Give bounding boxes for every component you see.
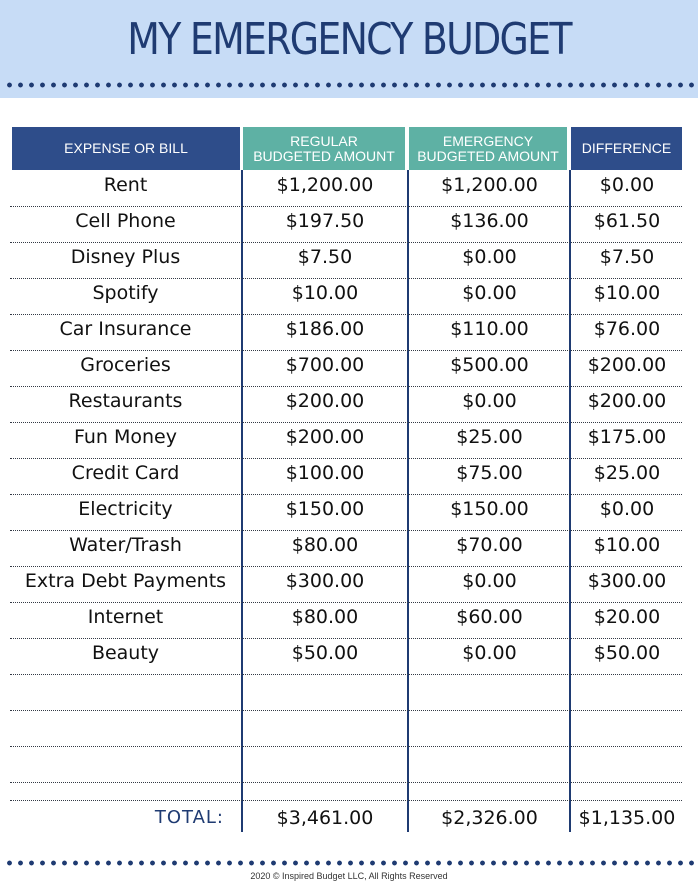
column-header-difference [571, 127, 682, 170]
top-dotted-border [4, 82, 694, 88]
difference-cell [572, 674, 682, 710]
difference-cell: $10.00 [593, 534, 661, 556]
emergency-amount-cell: $500.00 [450, 354, 529, 376]
emergency-amount-cell [410, 674, 569, 710]
regular-amount-cell: $80.00 [291, 606, 359, 628]
expense-cell: Disney Plus [70, 246, 181, 268]
regular-amount-cell: $7.50 [297, 246, 353, 268]
emergency-amount-cell: $25.00 [456, 426, 523, 448]
table-row [10, 242, 682, 279]
expense-cell [10, 764, 241, 800]
regular-amount-cell [243, 764, 407, 800]
regular-amount-cell: $10.00 [291, 282, 359, 304]
regular-amount-cell: $186.00 [285, 318, 365, 340]
table-row [10, 206, 682, 243]
difference-cell: $7.50 [599, 246, 655, 268]
column-header-emergency-line2: BUDGETED AMOUNT [417, 147, 559, 164]
regular-amount-cell: $200.00 [285, 390, 365, 412]
expense-cell [10, 710, 241, 746]
emergency-amount-cell: $70.00 [456, 534, 523, 556]
emergency-amount-cell: $110.00 [450, 318, 529, 340]
emergency-amount-cell: $0.00 [462, 570, 517, 592]
expense-cell: Spotify [92, 282, 159, 304]
column-header-emergency-line1: EMERGENCY [442, 132, 534, 149]
regular-amount-cell: $100.00 [285, 462, 365, 484]
regular-amount-cell: $1,200.00 [276, 174, 374, 196]
expense-cell: Extra Debt Payments [24, 570, 227, 592]
column-header-regular [243, 127, 405, 170]
page-title: MY EMERGENCY BUDGET [127, 14, 571, 65]
column-header-expense [12, 127, 240, 170]
expense-cell: Credit Card [71, 462, 180, 484]
regular-amount-cell [243, 674, 407, 710]
copyright-footer: 2020 © Inspired Budget LLC, All Rights Reserved [250, 871, 448, 881]
column-header-regular-line2: BUDGETED AMOUNT [253, 147, 395, 164]
expense-cell: Fun Money [73, 426, 177, 448]
table-row [10, 764, 682, 801]
difference-cell: $175.00 [587, 426, 667, 448]
table-row [10, 602, 682, 639]
column-header-emergency [409, 127, 567, 170]
expense-cell: Internet [87, 606, 164, 628]
expense-cell: Electricity [78, 498, 173, 520]
emergency-amount-cell: $0.00 [462, 642, 517, 664]
expense-cell: Restaurants [68, 390, 183, 412]
regular-amount-cell [243, 710, 407, 746]
column-header-regular-line1: REGULAR [290, 132, 358, 149]
expense-cell: Car Insurance [59, 318, 192, 340]
table-row [10, 278, 682, 315]
table-row [10, 422, 682, 459]
expense-cell: Cell Phone [75, 210, 176, 232]
regular-amount-cell: $197.50 [285, 210, 365, 232]
table-row [10, 710, 682, 747]
regular-amount-cell: $200.00 [285, 426, 365, 448]
total-difference: $1,135.00 [578, 807, 676, 829]
expense-cell: Rent [103, 174, 148, 196]
regular-amount-cell: $700.00 [285, 354, 365, 376]
emergency-amount-cell: $1,200.00 [441, 174, 538, 196]
table-row [10, 386, 682, 423]
column-header-expense-label: EXPENSE OR BILL [64, 140, 188, 156]
emergency-amount-cell: $136.00 [450, 210, 529, 232]
difference-cell: $61.50 [593, 210, 661, 232]
emergency-amount-cell: $0.00 [462, 282, 517, 304]
difference-cell: $0.00 [599, 498, 655, 520]
emergency-amount-cell: $150.00 [450, 498, 529, 520]
expense-cell [10, 674, 241, 710]
difference-cell: $10.00 [593, 282, 661, 304]
bottom-dotted-border [4, 860, 694, 866]
table-row [10, 530, 682, 567]
difference-cell: $200.00 [587, 390, 667, 412]
total-regular-amount: $3,461.00 [276, 807, 374, 829]
regular-amount-cell: $50.00 [291, 642, 359, 664]
difference-cell: $76.00 [593, 318, 661, 340]
emergency-amount-cell [410, 710, 569, 746]
table-row [10, 638, 682, 675]
table-row [10, 170, 682, 207]
table-row [10, 350, 682, 387]
table-row [10, 674, 682, 711]
table-row [10, 458, 682, 495]
difference-cell [572, 764, 682, 800]
difference-cell: $0.00 [599, 174, 655, 196]
difference-cell: $50.00 [593, 642, 661, 664]
difference-cell: $200.00 [587, 354, 667, 376]
difference-cell [572, 710, 682, 746]
regular-amount-cell: $300.00 [285, 570, 365, 592]
table-row [10, 314, 682, 351]
expense-cell: Beauty [91, 642, 160, 664]
difference-cell: $25.00 [593, 462, 661, 484]
emergency-amount-cell [410, 764, 569, 800]
emergency-amount-cell: $0.00 [462, 246, 517, 268]
expense-cell: Water/Trash [69, 534, 182, 556]
column-header-difference-label: DIFFERENCE [581, 140, 672, 156]
emergency-amount-cell: $0.00 [462, 390, 517, 412]
total-row [10, 800, 682, 836]
expense-cell: Groceries [80, 354, 171, 376]
total-emergency-amount: $2,326.00 [441, 807, 538, 829]
difference-cell: $20.00 [593, 606, 661, 628]
table-row [10, 566, 682, 603]
difference-cell: $300.00 [587, 570, 667, 592]
table-row [10, 494, 682, 531]
regular-amount-cell: $80.00 [291, 534, 359, 556]
emergency-amount-cell: $75.00 [456, 462, 523, 484]
regular-amount-cell: $150.00 [285, 498, 365, 520]
emergency-amount-cell: $60.00 [456, 606, 523, 628]
total-label: TOTAL: [154, 807, 224, 828]
